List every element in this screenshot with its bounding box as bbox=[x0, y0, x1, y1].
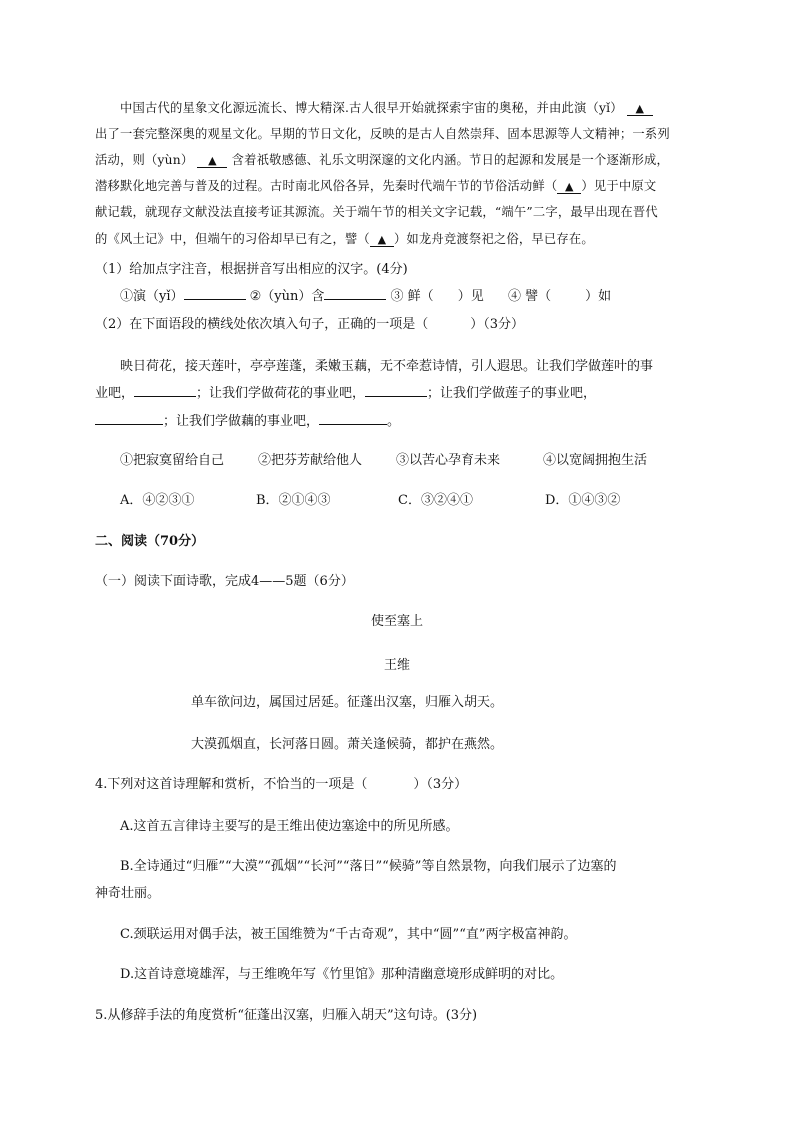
phrase-2: ②把芬芳献给他人 bbox=[258, 453, 363, 468]
passage-line-5: 献记载，就现存文献没法直接考证其源流。关于端午节的相关文字记载，“端午”二字，最早出现在晋代 bbox=[95, 205, 658, 219]
option-b[interactable]: B．②①④③ bbox=[256, 493, 331, 508]
q2-paragraph-line-2 bbox=[95, 382, 596, 401]
fill-blank[interactable] bbox=[319, 412, 387, 425]
phrase-1: ①把寂寞留给自己 bbox=[120, 453, 225, 468]
question-1-title: （1）给加点字注音，根据拼音写出相应的汉字。(4分) bbox=[95, 262, 408, 277]
passage-line-3 bbox=[95, 150, 669, 168]
para-text: 。 bbox=[387, 414, 401, 429]
para-text: ；让我们学做莲子的事业吧， bbox=[427, 386, 597, 401]
q4-option-c[interactable]: C.颈联运用对偶手法，被王国维赞为“千古奇观”，其中“圆”“直”两字极富神韵。 bbox=[120, 927, 577, 942]
question-2-points: ）（3分） bbox=[470, 317, 525, 332]
option-d[interactable]: D．①④③② bbox=[545, 493, 621, 508]
passage-text: 的《风土记》中，但端午的习俗却早已有之，譬（ bbox=[95, 232, 370, 246]
item-1-label: ①演（yǐ） bbox=[120, 289, 184, 304]
fill-blank[interactable] bbox=[134, 384, 196, 397]
para-text: ；让我们学做藕的事业吧， bbox=[163, 414, 320, 429]
question-2-text: （2）在下面语段的横线处依次填入句子，正确的一项是（ bbox=[95, 317, 429, 332]
question-4-title bbox=[95, 773, 467, 792]
poem-line-1: 单车欲问边，属国过居延。征蓬出汉塞，归雁入胡天。 bbox=[191, 695, 504, 710]
poem-title: 使至塞上 bbox=[370, 614, 423, 629]
q4-option-b-line-1[interactable]: B.全诗通过“归雁”“大漠”“孤烟”“长河”“落日”“候骑”等自然景物，向我们展示了边塞的 bbox=[120, 859, 617, 874]
q2-paragraph-line-1: 映日荷花，接天莲叶，亭亭莲蓬，柔嫩玉藕，无不牵惹诗情，引人遐思。让我们学做莲叶的事 bbox=[120, 359, 654, 374]
q4-option-b-line-2[interactable]: 神奇壮丽。 bbox=[95, 886, 161, 901]
phrase-4: ④以宽阔拥抱生活 bbox=[543, 453, 648, 468]
option-a[interactable]: A．④②③① bbox=[120, 493, 195, 508]
phrase-3: ③以苦心孕育未来 bbox=[396, 453, 501, 468]
part-1-heading: （一）阅读下面诗歌，完成4——5题（6分） bbox=[95, 574, 354, 589]
fill-blank[interactable] bbox=[365, 384, 427, 397]
passage-text: ）如龙舟竞渡祭祀之俗，早已存在。 bbox=[393, 232, 594, 246]
question-4-text: 4.下列对这首诗理解和赏析，不恰当的一项是（ bbox=[95, 777, 368, 792]
blank-marker: ▲ bbox=[627, 103, 653, 116]
q2-paragraph-line-3 bbox=[95, 410, 400, 429]
passage-text: 含着祇敬感德、礼乐文明深邃的文化内涵。节日的起源和发展是一个逐渐形成， bbox=[231, 153, 669, 167]
fill-blank[interactable] bbox=[95, 412, 163, 425]
para-text: ；让我们学做荷花的事业吧， bbox=[196, 386, 366, 401]
passage-line-6 bbox=[95, 229, 594, 247]
question-5-title: 5.从修辞手法的角度赏析“征蓬出汉塞，归雁入胡天”这句诗。(3分) bbox=[95, 1008, 478, 1023]
passage-text: 中国古代的星象文化源远流长、博大精深.古人很早开始就探索宇宙的奥秘，并由此演（yǐ） bbox=[120, 101, 623, 115]
item-4-label: ④ 譬（ bbox=[507, 289, 552, 304]
item-4-suffix: ）如 bbox=[585, 289, 612, 304]
blank-marker: ▲ bbox=[557, 181, 581, 194]
blank-marker: ▲ bbox=[370, 234, 394, 247]
poem-author: 王维 bbox=[383, 658, 410, 673]
item-3-suffix: ）见 bbox=[457, 289, 484, 304]
question-2-title bbox=[95, 313, 524, 332]
poem-line-2: 大漠孤烟直，长河落日圆。萧关逢候骑，都护在燕然。 bbox=[191, 737, 504, 752]
passage-text: 活动，则（yùn） bbox=[95, 153, 194, 167]
passage-line-4 bbox=[95, 176, 656, 194]
passage-line-2: 出了一套完整深奥的观星文化。早期的节日文化，反映的是古人自然崇拜、固本思源等人文精神；一系列 bbox=[95, 127, 670, 141]
passage-text: ）见于中原文 bbox=[581, 179, 657, 193]
passage-line-1 bbox=[120, 98, 653, 116]
q4-option-a[interactable]: A.这首五言律诗主要写的是王维出使边塞途中的所见所感。 bbox=[120, 819, 459, 834]
passage-text: 潜移默化地完善与普及的过程。古时南北风俗各异，先秦时代端午节的节俗活动鲜（ bbox=[95, 179, 558, 193]
item-3-label: ③ 鲜（ bbox=[390, 289, 434, 304]
answer-blank-2[interactable] bbox=[324, 287, 386, 300]
answer-blank-1[interactable] bbox=[184, 287, 246, 300]
option-c[interactable]: C．③②④① bbox=[398, 493, 473, 508]
question-4-points: ）（3分） bbox=[413, 777, 468, 792]
q4-option-d[interactable]: D.这首诗意境雄浑，与王维晚年写《竹里馆》那种清幽意境形成鲜明的对比。 bbox=[120, 967, 564, 982]
question-1-items bbox=[120, 285, 611, 304]
section-2-heading: 二、阅读（70分） bbox=[95, 534, 205, 549]
blank-marker: ▲ bbox=[197, 155, 227, 168]
para-text: 业吧， bbox=[95, 386, 135, 401]
item-2-label: ②（yùn）含 bbox=[249, 289, 325, 304]
